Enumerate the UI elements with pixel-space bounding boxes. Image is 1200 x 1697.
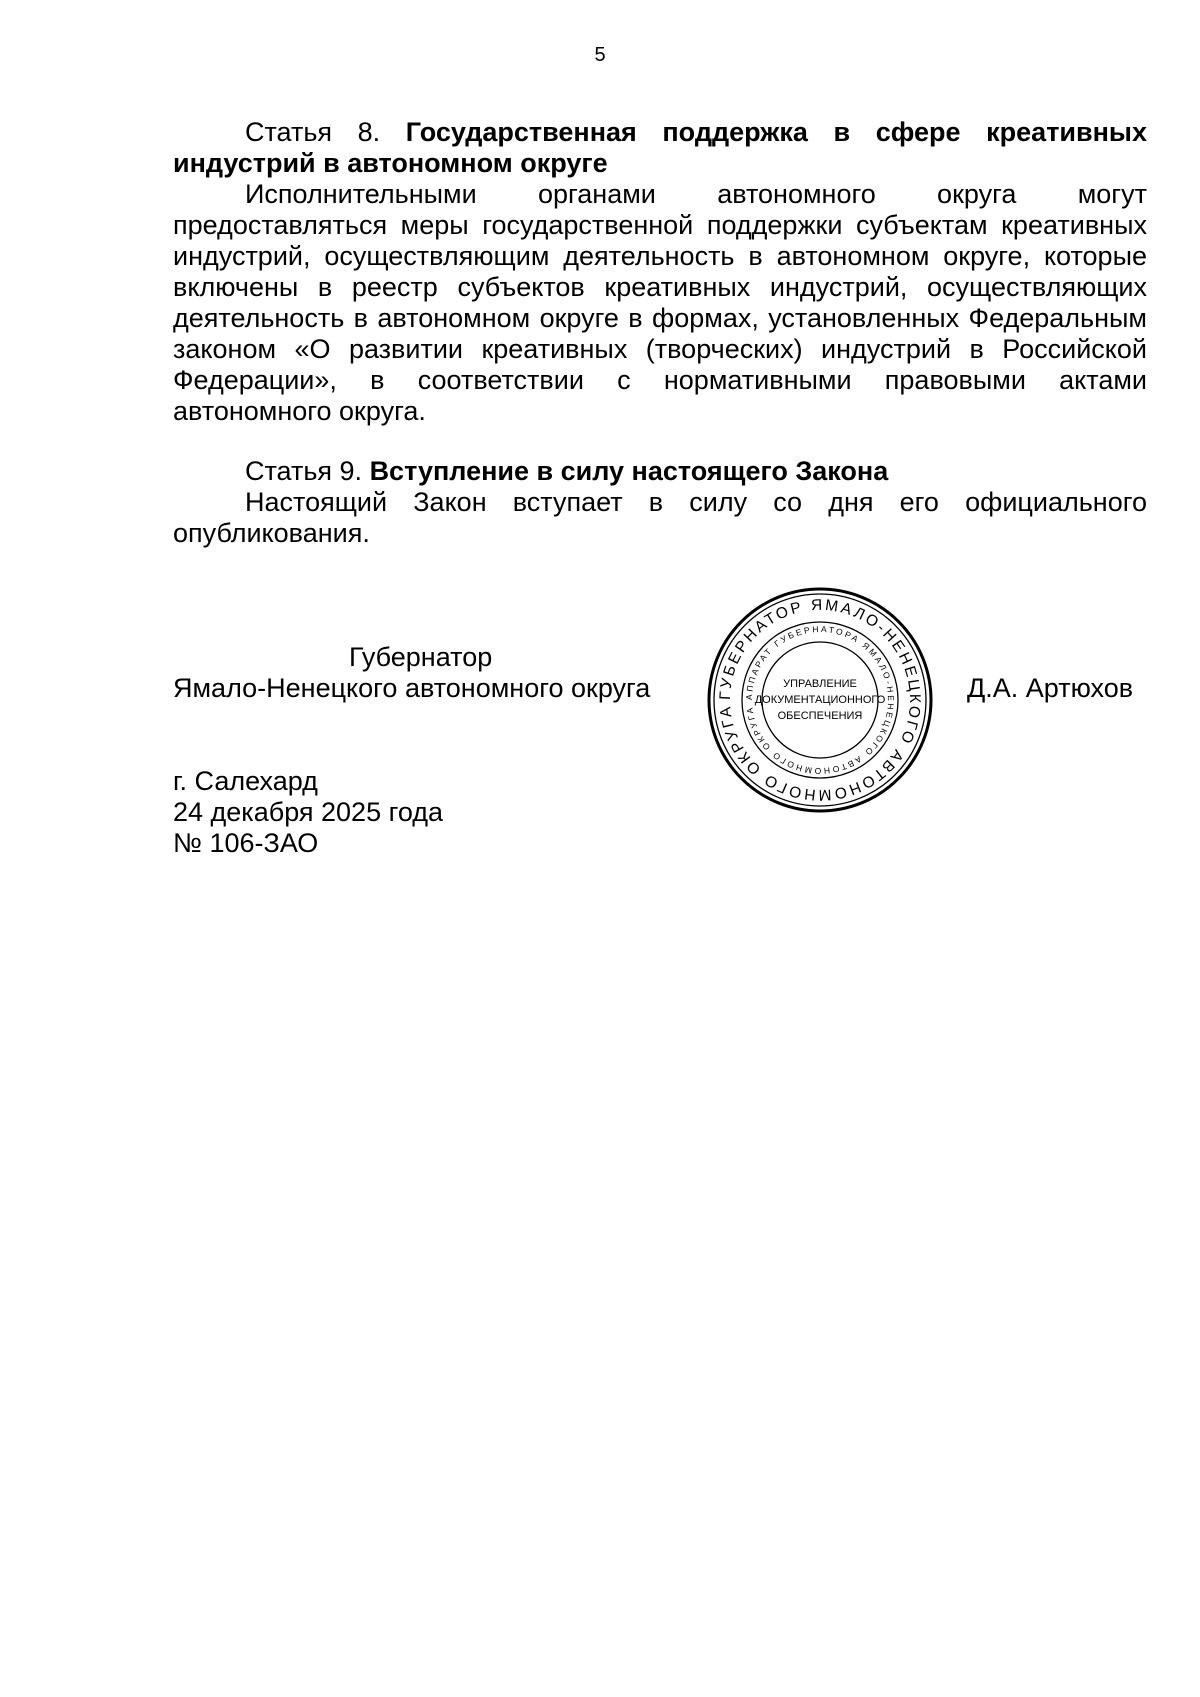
article-9	[173, 456, 1147, 549]
seal-center-line-2: ДОКУМЕНТАЦИОННОГО	[754, 694, 886, 706]
governor-title: Губернатор	[349, 642, 493, 672]
seal-inner-text: АППАРАТ ГУБЕРНАТОРА ЯМАЛО-НЕНЕЦКОГО АВТОНОМНОГО ОКРУГА	[743, 623, 897, 777]
article-8-body: Исполнительными органами автономного округа могут предоставляться меры государственной поддержки субъектам креативных индустрий, осуществляющим деятельность в автономном округе, которые включены в реестр субъектов креативных индустрий, осуществляющих деятельность в автономном округе в формах, установленных Федеральным законом «О развитии креативных (творческих) индустрий в Российской Федерации», в соответствии с нормативными правовыми актами автономного округа.	[173, 179, 1147, 426]
article-8	[173, 117, 1147, 427]
article-9-body: Настоящий Закон вступает в силу со дня его официального опубликования.	[173, 487, 1147, 548]
seal-graphic	[705, 585, 935, 815]
seal-center-line-3: ОБЕСПЕЧЕНИЯ	[777, 710, 863, 722]
article-8-prefix: Статья 8.	[245, 117, 406, 147]
seal-center-line-1: УПРАВЛЕНИЕ	[783, 678, 857, 690]
page-number: 5	[594, 44, 606, 66]
article-9-title: Вступление в силу настоящего Закона	[369, 456, 889, 486]
article-9-prefix: Статья 9.	[245, 456, 370, 486]
date-of-signing: 24 декабря 2025 года	[173, 797, 444, 827]
seal-outer-text: ГУБЕРНАТОР ЯМАЛО-НЕНЕЦКОГО АВТОНОМНОГО ОКРУГА	[716, 596, 924, 804]
governor-region: Ямало-Ненецкого автономного округа	[173, 673, 651, 703]
article-8-heading	[173, 117, 1147, 179]
governor-name: Д.А. Артюхов	[967, 673, 1134, 703]
place-of-signing: г. Салехард	[173, 766, 318, 796]
law-number: № 106-ЗАО	[173, 828, 319, 858]
official-seal	[705, 585, 935, 815]
article-8-title: Государственная поддержка в сфере креативных индустрий в автономном округе	[173, 117, 1147, 178]
article-9-heading	[173, 456, 1147, 487]
